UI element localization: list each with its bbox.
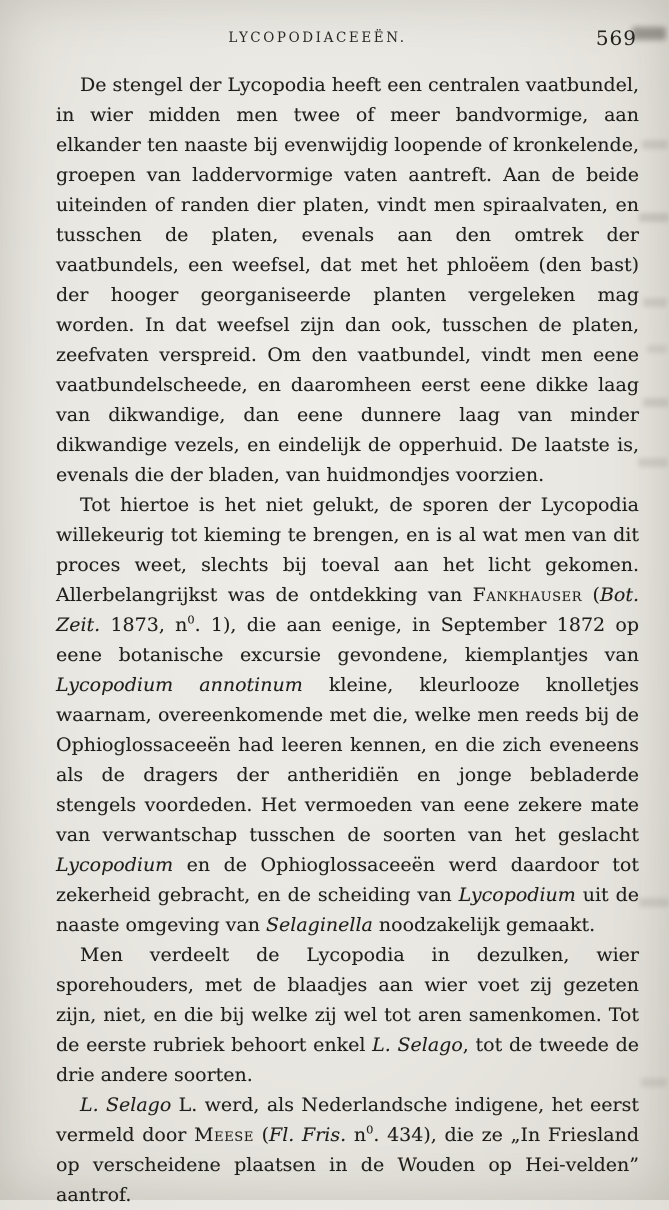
paragraph	[56, 490, 639, 940]
paragraph	[56, 940, 639, 1090]
text-segment: Lycopodium annotinum	[56, 674, 303, 696]
scan-artifact	[639, 898, 669, 907]
text-segment: 0	[366, 1122, 374, 1137]
scan-artifact	[638, 458, 668, 467]
scan-artifact	[639, 213, 669, 222]
text-segment: Lycopodium	[56, 854, 174, 876]
text-segment: Meese	[194, 1124, 254, 1146]
page-body	[56, 70, 639, 1210]
text-segment: n	[346, 1124, 367, 1146]
paragraph	[56, 1090, 639, 1210]
text-segment: noodzakelijk gemaakt.	[372, 914, 596, 936]
text-segment: Selaginella	[266, 914, 373, 936]
text-segment: en de Ophioglossaceeën werd daardoor tot zekerheid gebracht, en de scheiding van	[56, 854, 639, 906]
scan-artifact	[647, 345, 667, 353]
text-segment: 1873, n	[100, 614, 188, 636]
text-segment: Men verdeelt de Lycopodia in dezulken, wier sporehouders, met de blaadjes aan wier voet zij gezeten zijn, niet, en die bij welke zij wel tot aren samenkomen. Tot de eerste rubriek behoort enkel	[56, 944, 639, 1056]
text-segment: L. Selago	[372, 1034, 463, 1056]
scan-artifact	[642, 140, 668, 149]
text-segment: uit de naaste omgeving van	[56, 884, 639, 936]
text-segment: 0	[187, 612, 195, 627]
text-segment: Bot. Zeit.	[56, 584, 640, 636]
text-segment: . 434), die ze „In Friesland op verscheidene plaatsen in de Wouden op Hei-velden” aantrof.	[56, 1124, 640, 1206]
scan-artifact	[643, 398, 669, 407]
paragraph	[56, 70, 639, 490]
page-header	[56, 26, 639, 56]
text-segment: Fankhauser	[472, 584, 583, 606]
text-segment: (	[582, 584, 600, 606]
text-segment: (	[253, 1124, 270, 1146]
text-segment: . 1), die aan eenige, in September 1872 op eene botanische excursie gevondene, kiemplantjes van	[56, 614, 639, 666]
text-segment: Tot hiertoe is het niet gelukt, de sporen der Lycopodia willekeurig tot kieming te brengen, en is al wat men van dit proces weet, slechts bij toeval aan het licht gekomen. Allerbelangrijkst was de ontdekking van	[56, 494, 639, 606]
text-segment: L. Selago	[80, 1094, 172, 1116]
text-segment: , tot de tweede de drie andere soorten.	[56, 1034, 639, 1086]
page-number: 569	[595, 26, 637, 50]
text-segment: Fl. Fris.	[269, 1124, 347, 1146]
text-segment: Lycopodium	[458, 884, 576, 906]
scan-artifact	[641, 1078, 667, 1087]
text-segment: De stengel der Lycopodia heeft een centralen vaatbundel, in wier midden men twee of meer bandvormige, aan elkander ten naaste bij evenwijdig loopende of kronkelende, groepen van laddervormige vaten aantreft. Aan de beide uiteinden of randen dier platen, vindt men spiraalvaten, en tusschen de platen, evenals aan den omtrek der vaatbundels, een weefsel, dat met het phloëem (den bast) der hooger georganiseerde planten vergeleken mag worden. In dat weefsel zijn dan ook, tusschen de platen, zeefvaten verspreid. Om den vaatbundel, vindt men eene vaatbundelscheede, en daaromheen eerst eene dikke laag van dikwandige, dan eene dunnere laag van minder dikwandige vezels, en eindelijk de opperhuid. De laatste is, evenals die der bladen, van huidmondjes voorzien.	[56, 74, 639, 486]
running-title: LYCOPODIACEEËN.	[228, 30, 407, 46]
text-segment: L. werd, als Nederlandsche indigene, het eerst vermeld door	[56, 1094, 640, 1146]
scan-artifact	[643, 298, 667, 307]
text-segment: kleine, kleurlooze knolletjes waarnam, overeenkomende met die, welke men reeds bij de Ophioglossaceeën had leeren kennen, en die zich eveneens als de dragers der antheridiën en jonge bebladerde stengels voordeden. Het vermoeden van eene zekere mate van verwantschap tusschen de soorten van het geslacht	[56, 674, 639, 846]
